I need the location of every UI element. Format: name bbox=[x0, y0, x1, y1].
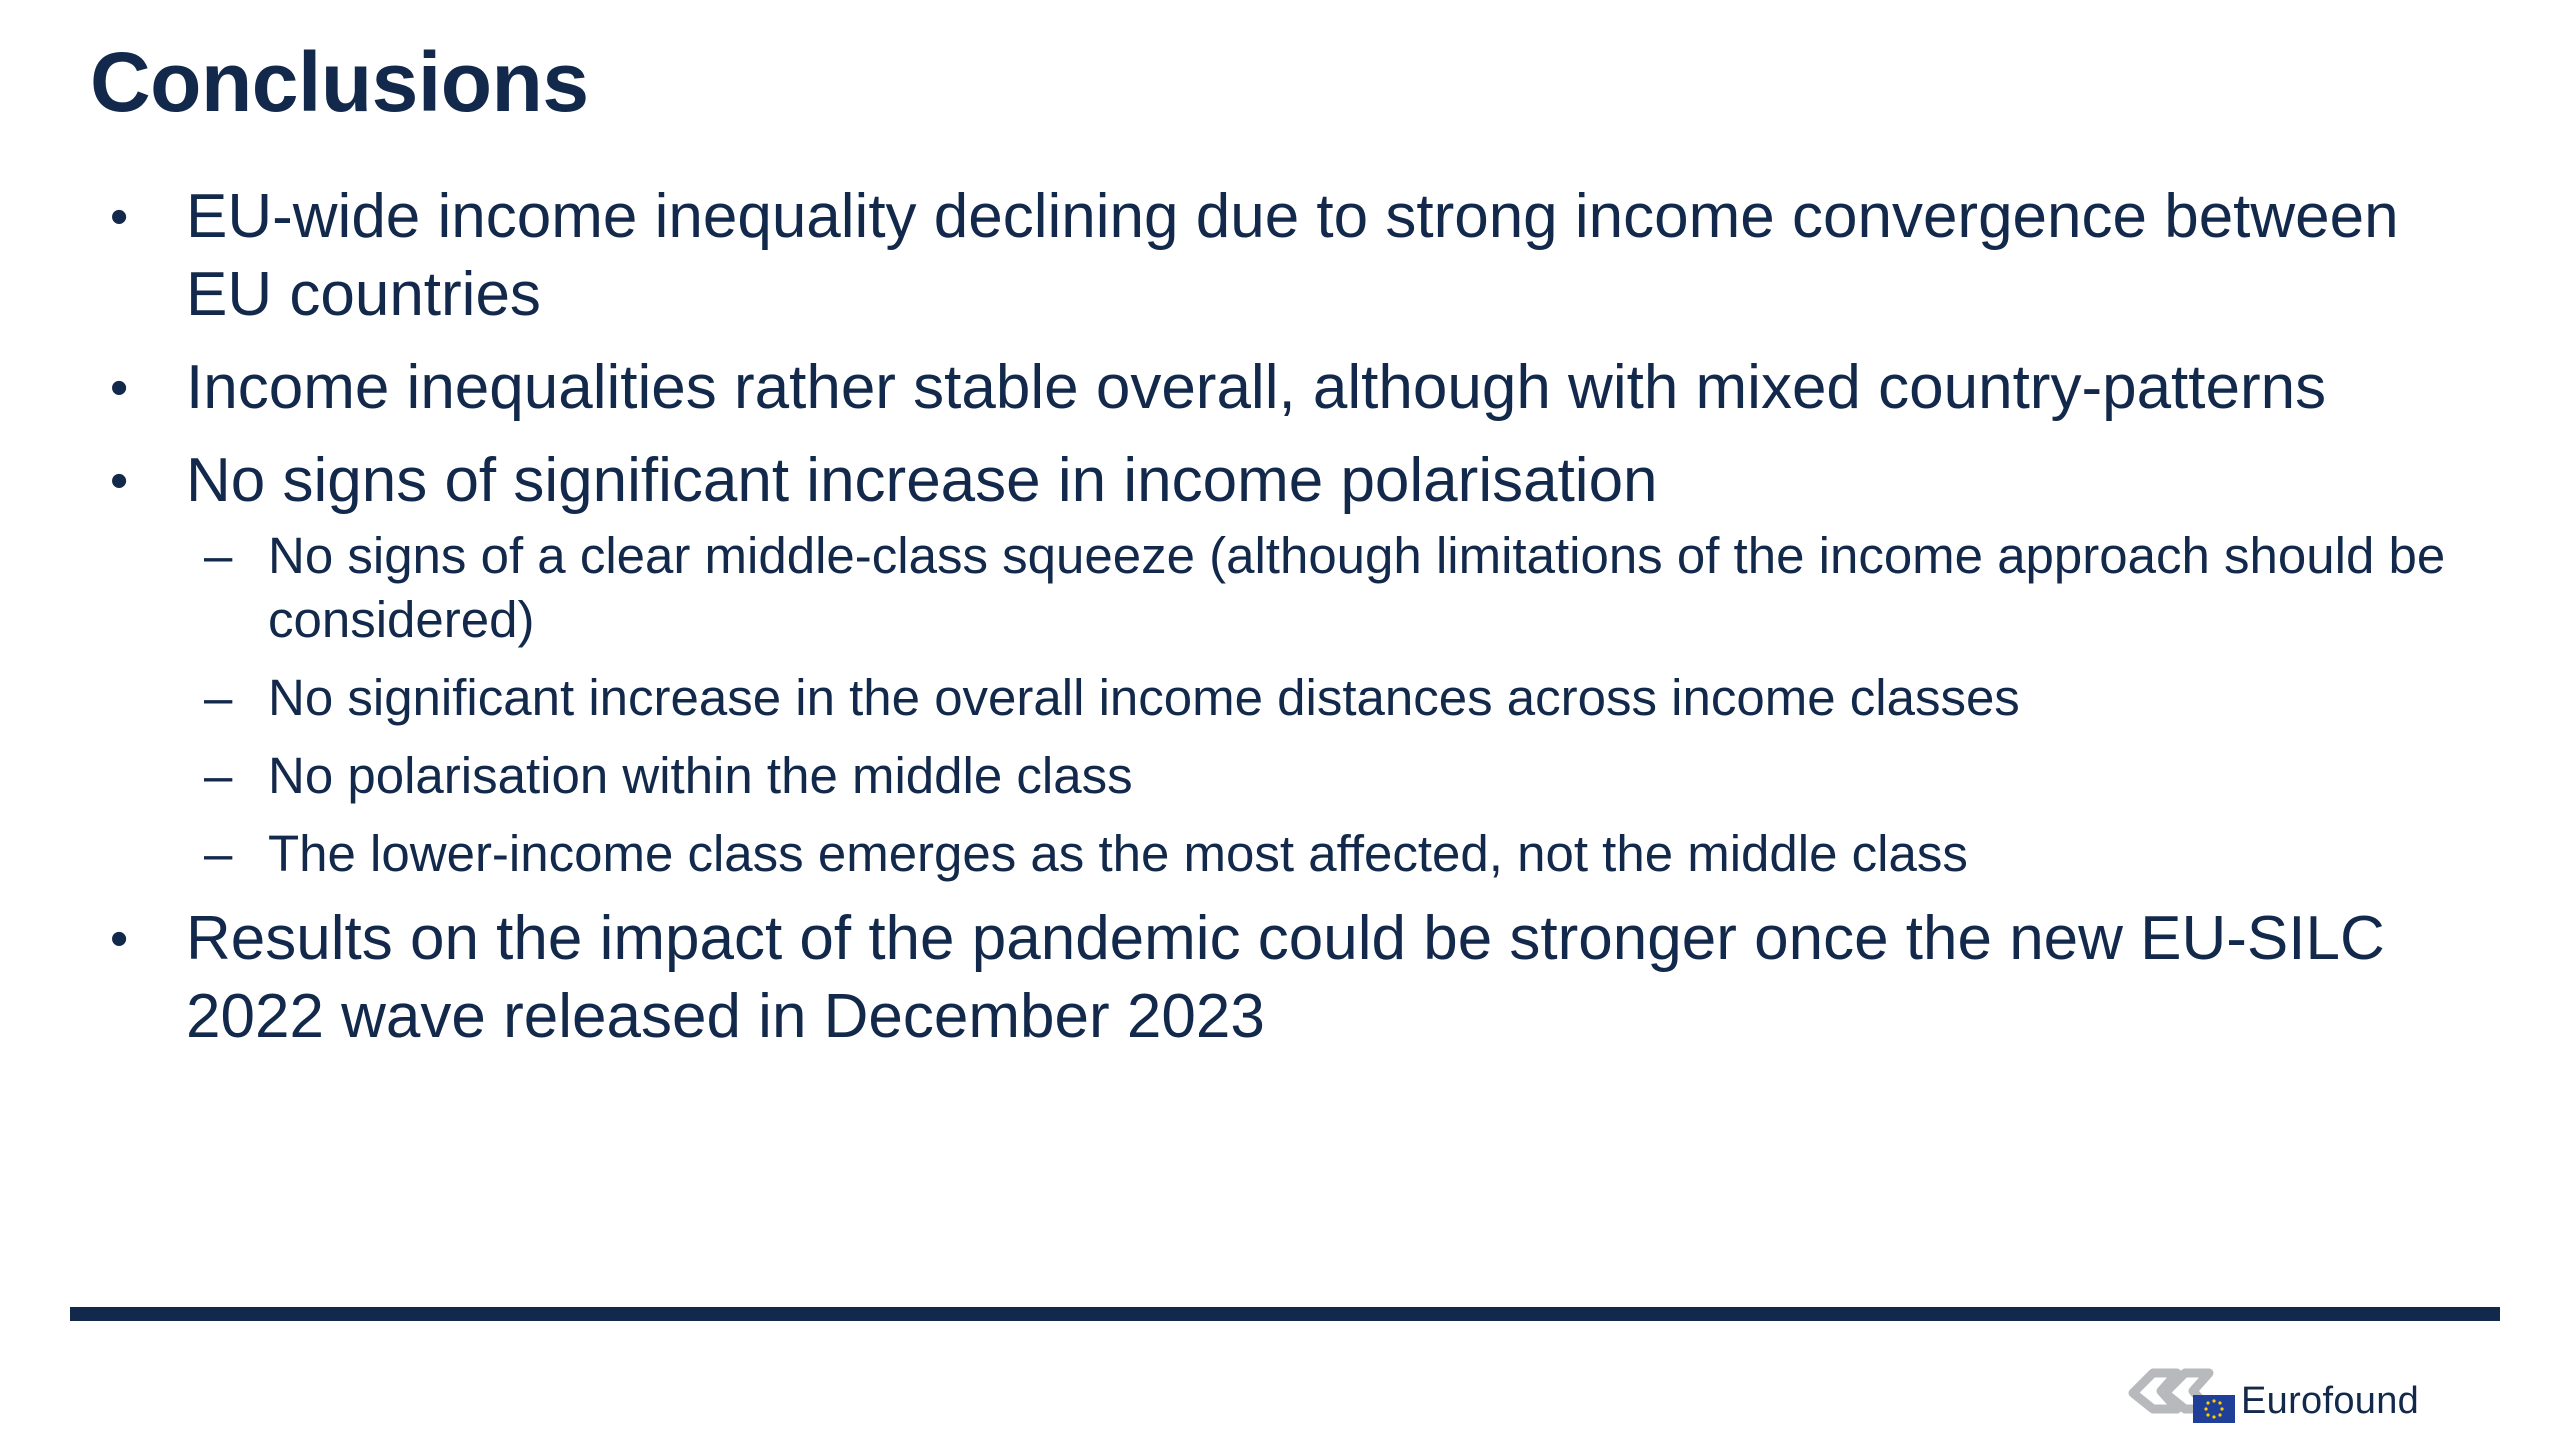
bullet-text: EU-wide income inequality declining due to strong income convergence between EU countries bbox=[186, 182, 2399, 329]
bullet-item bbox=[108, 442, 2488, 520]
sub-bullet-text: No polarisation within the middle class bbox=[268, 747, 1133, 804]
bullet-text: No signs of significant increase in income polarisation bbox=[186, 446, 1658, 515]
sub-bullet-text: No significant increase in the overall income distances across income classes bbox=[268, 669, 2020, 726]
bullet-marker: • bbox=[110, 452, 129, 510]
dash-marker: – bbox=[204, 669, 233, 726]
sub-bullet-item bbox=[204, 822, 2488, 886]
bullet-item bbox=[108, 178, 2488, 334]
bullet-item bbox=[108, 900, 2488, 1056]
bullet-marker: • bbox=[110, 188, 129, 246]
sub-bullet-item bbox=[204, 744, 2488, 808]
sub-bullet-item bbox=[204, 666, 2488, 730]
bullet-list bbox=[108, 178, 2488, 1071]
logo-wordmark: Eurofound bbox=[2241, 1380, 2420, 1422]
sub-bullet-item bbox=[204, 524, 2488, 652]
dash-marker: – bbox=[204, 747, 233, 804]
sub-bullet-text: The lower-income class emerges as the most affected, not the middle class bbox=[268, 825, 1968, 882]
sub-bullet-list bbox=[108, 524, 2488, 886]
eurofound-logo-icon bbox=[2125, 1363, 2235, 1425]
bullet-text: Income inequalities rather stable overall, although with mixed country-patterns bbox=[186, 353, 2327, 422]
bullet-text: Results on the impact of the pandemic could be stronger once the new EU-SILC 2022 wave released in December 2023 bbox=[186, 904, 2385, 1051]
footer-divider bbox=[70, 1307, 2500, 1321]
dash-marker: – bbox=[204, 527, 233, 584]
slide-title: Conclusions bbox=[90, 35, 589, 129]
bullet-item bbox=[108, 349, 2488, 427]
bullet-marker: • bbox=[110, 910, 129, 968]
dash-marker: – bbox=[204, 825, 233, 882]
bullet-marker: • bbox=[110, 359, 129, 417]
sub-bullet-text: No signs of a clear middle-class squeeze (although limitations of the income approach should be considered) bbox=[268, 527, 2446, 648]
eurofound-logo bbox=[2125, 1355, 2419, 1425]
